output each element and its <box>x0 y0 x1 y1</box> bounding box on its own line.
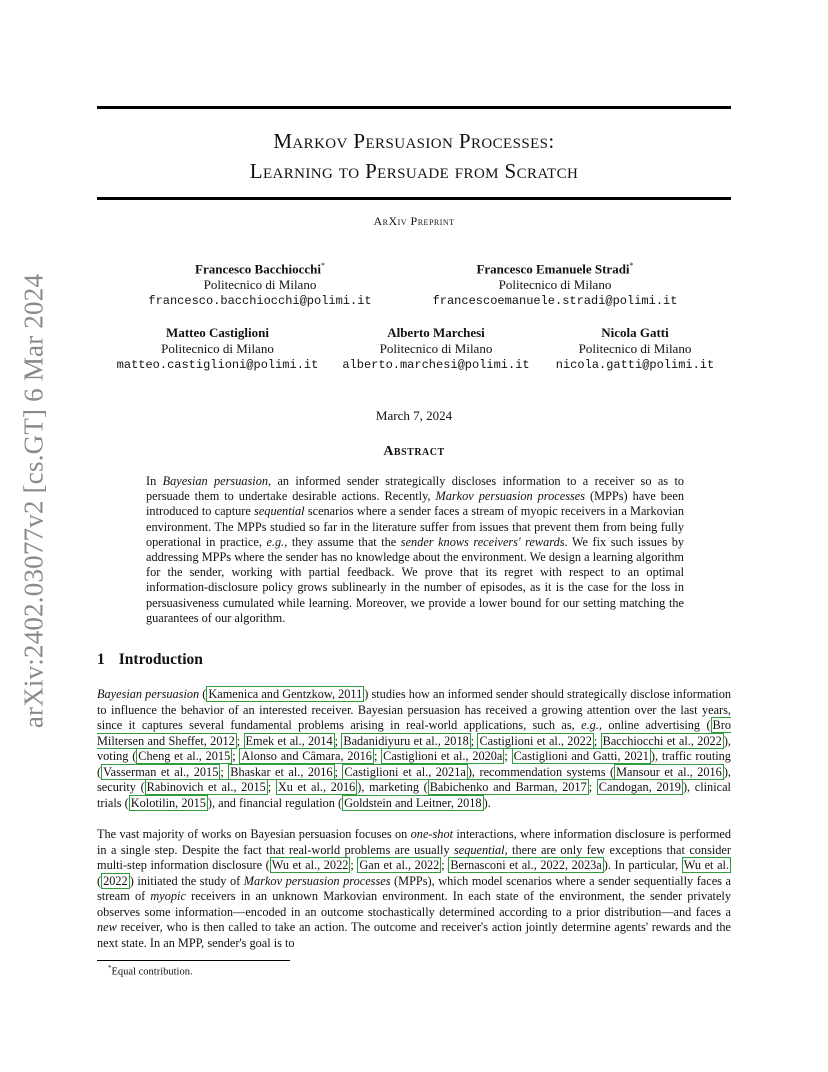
citation-link[interactable]: Kolotilin, 2015 <box>130 795 206 810</box>
author-email[interactable]: matteo.castiglioni@polimi.it <box>116 358 319 372</box>
citation-link[interactable]: Bernasconi et al., 2022, 2023a <box>450 858 602 872</box>
citation-link[interactable]: Castiglioni and Gatti, 2021 <box>513 749 649 763</box>
footnote-rule <box>97 960 290 961</box>
citation-link[interactable]: Wu et al. <box>683 858 730 872</box>
author-email[interactable]: francesco.bacchiocchi@polimi.it <box>148 294 372 309</box>
citation-link[interactable]: Badanidiyuru et al., 2018 <box>343 733 469 748</box>
author-block <box>550 325 720 373</box>
author-name: Francesco Bacchiocchi* <box>195 261 325 277</box>
author-name: Alberto Marchesi <box>387 325 485 340</box>
abstract-heading: Abstract <box>383 444 445 459</box>
preprint-label: ArXiv Preprint <box>373 214 455 228</box>
title-bottom-rule <box>97 197 731 200</box>
body-paragraph: The vast majority of works on Bayesian persuasion focuses on one-shot interactions, where information disclosure is performed in a single step. Despite the fact that real-world problems are usually sequential, there are only few exceptions that consider multi-step information disclosure ( Wu et al., 2022 ; Gan et al., 2022 ; Bernasconi et al., 2022, 2023a ). In particular, Wu et al. ( 2022 ) initiated the study of Markov persuasion processes (MPPs), which model scenarios where a sender sequentially faces a stream of myopic receivers in an unknown Markovian environment. In each state of the environment, the sender privately observes some information—encoded in an outcome stochastically determined according to a prior distribution—and faces a new receiver, who is then called to take an action. The outcome and receiver's action jointly determine agents' rewards and the next state. In an MPP, sender's goal is to <box>97 827 731 950</box>
citation-link[interactable]: Babichenko and Barman, 2017 <box>429 780 587 794</box>
body-paragraph: Bayesian persuasion ( Kamenica and Gentzkow, 2011 ) studies how an informed sender should strategically disclose information to influence the behavior of an interested receiver. Bayesian persuasion has received a growing attention over the last years, since it captures several fundamental problems arising in real-world applications, such as, e.g., online advertising ( Bro Miltersen and Sheffet, 2012 ; Emek et al., 2014 ; Badanidiyuru et al., 2018 ; Castiglioni et al., 2022 ; Bacchiocchi et al., 2022 ), voting ( Cheng et al., 2015 ; Alonso and Câmara, 2016 ; Castiglioni et al., 2020a ; Castiglioni and Gatti, 2021 ), traffic routing ( Vasserman et al., 2015 ; Bhaskar et al., 2016 ; Castiglioni et al., 2021a ), recommendation systems ( Mansour et al., 2016 ), security ( Rabinovich et al., 2015 ; Xu et al., 2016 ), marketing ( Babichenko and Barman, 2017 ; Candogan, 2019 ), clinical trials ( Kolotilin, 2015 ), and financial regulation ( Goldstein and Leitner, 2018 ). <box>97 687 732 810</box>
title-line-2: Learning to Persuade from Scratch <box>249 159 579 183</box>
citation-link[interactable]: Goldstein and Leitner, 2018 <box>344 795 482 810</box>
publication-date: March 7, 2024 <box>375 408 453 423</box>
footnote: *Equal contribution. <box>108 964 193 978</box>
citation-link[interactable]: Bacchiocchi et al., 2022 <box>602 733 722 748</box>
arxiv-identifier-stamp <box>19 262 49 740</box>
abstract-text: In Bayesian persuasion, an informed sender strategically discloses information to a receiver so as to persuade them to undertake desirable actions. Recently, Markov persuasion processes (MPPs) have been introduced to capture sequential scenarios where a sender faces a stream of myopic receivers in a Markovian environment. The MPPs studied so far in the literature suffer from issues that prevent them from being fully operational in practice, e.g., they assume that the sender knows receivers' rewards. We fix such issues by addressing MPPs where the sender has no knowledge about the environment. We design a learning algorithm for the sender, working with partial feedback. We prove that its regret with respect to an optimal information-disclosure policy grows sublinearly in the number of episodes, as it is the case for the loss in persuasiveness cumulated while learning. Moreover, we provide a lower bound for our setting matching the guarantees of our algorithm. <box>146 474 685 625</box>
citation-link[interactable]: Xu et al., 2016 <box>277 780 356 794</box>
section-heading <box>97 651 203 669</box>
section-title: Introduction <box>118 651 203 668</box>
citation-link[interactable]: Candogan, 2019 <box>598 780 681 794</box>
title-line-1: Markov Persuasion Processes: <box>273 129 555 153</box>
title-top-rule <box>97 106 731 109</box>
author-affiliation: Politecnico di Milano <box>161 341 274 356</box>
citation-link[interactable]: Vasserman et al., 2015 <box>103 764 219 779</box>
arxiv-identifier-text: arXiv:2402.03077v2 [cs.GT] 6 Mar 2024 <box>18 273 49 729</box>
citation-link[interactable]: Bro Miltersen and Sheffet, 2012 <box>97 718 731 748</box>
section-number: 1 <box>97 651 105 668</box>
author-block <box>130 258 390 309</box>
citation-link[interactable]: Gan et al., 2022 <box>359 858 440 872</box>
author-name: Francesco Emanuele Stradi* <box>476 261 634 277</box>
author-affiliation: Politecnico di Milano <box>578 341 692 356</box>
citation-link[interactable]: Wu et al., 2022 <box>271 858 349 872</box>
citation-link[interactable]: Castiglioni et al., 2020a <box>383 749 503 763</box>
author-block <box>110 325 325 373</box>
author-email[interactable]: nicola.gatti@polimi.it <box>555 358 715 372</box>
citation-link[interactable]: Mansour et al., 2016 <box>616 764 722 779</box>
citation-link[interactable]: Emek et al., 2014 <box>245 733 333 748</box>
citation-link[interactable]: Castiglioni et al., 2021a <box>344 764 466 779</box>
author-block <box>336 325 536 373</box>
citation-link[interactable]: 2022 <box>103 873 128 888</box>
paper-title <box>97 126 731 186</box>
citation-link[interactable]: Rabinovich et al., 2015 <box>146 780 266 794</box>
author-affiliation: Politecnico di Milano <box>203 277 317 293</box>
author-name: Matteo Castiglioni <box>166 325 269 340</box>
author-email[interactable]: francescoemanuele.stradi@polimi.it <box>432 294 678 309</box>
citation-link[interactable]: Castiglioni et al., 2022 <box>479 733 592 748</box>
author-name: Nicola Gatti <box>601 325 669 340</box>
author-affiliation: Politecnico di Milano <box>498 277 612 293</box>
author-email[interactable]: alberto.marchesi@polimi.it <box>342 358 530 372</box>
author-block <box>415 258 695 309</box>
citation-link[interactable]: Alonso and Câmara, 2016 <box>241 749 372 763</box>
author-affiliation: Politecnico di Milano <box>379 341 493 356</box>
citation-link[interactable]: Cheng et al., 2015 <box>138 749 231 763</box>
citation-link[interactable]: Kamenica and Gentzkow, 2011 <box>208 687 363 701</box>
citation-link[interactable]: Bhaskar et al., 2016 <box>230 764 333 779</box>
